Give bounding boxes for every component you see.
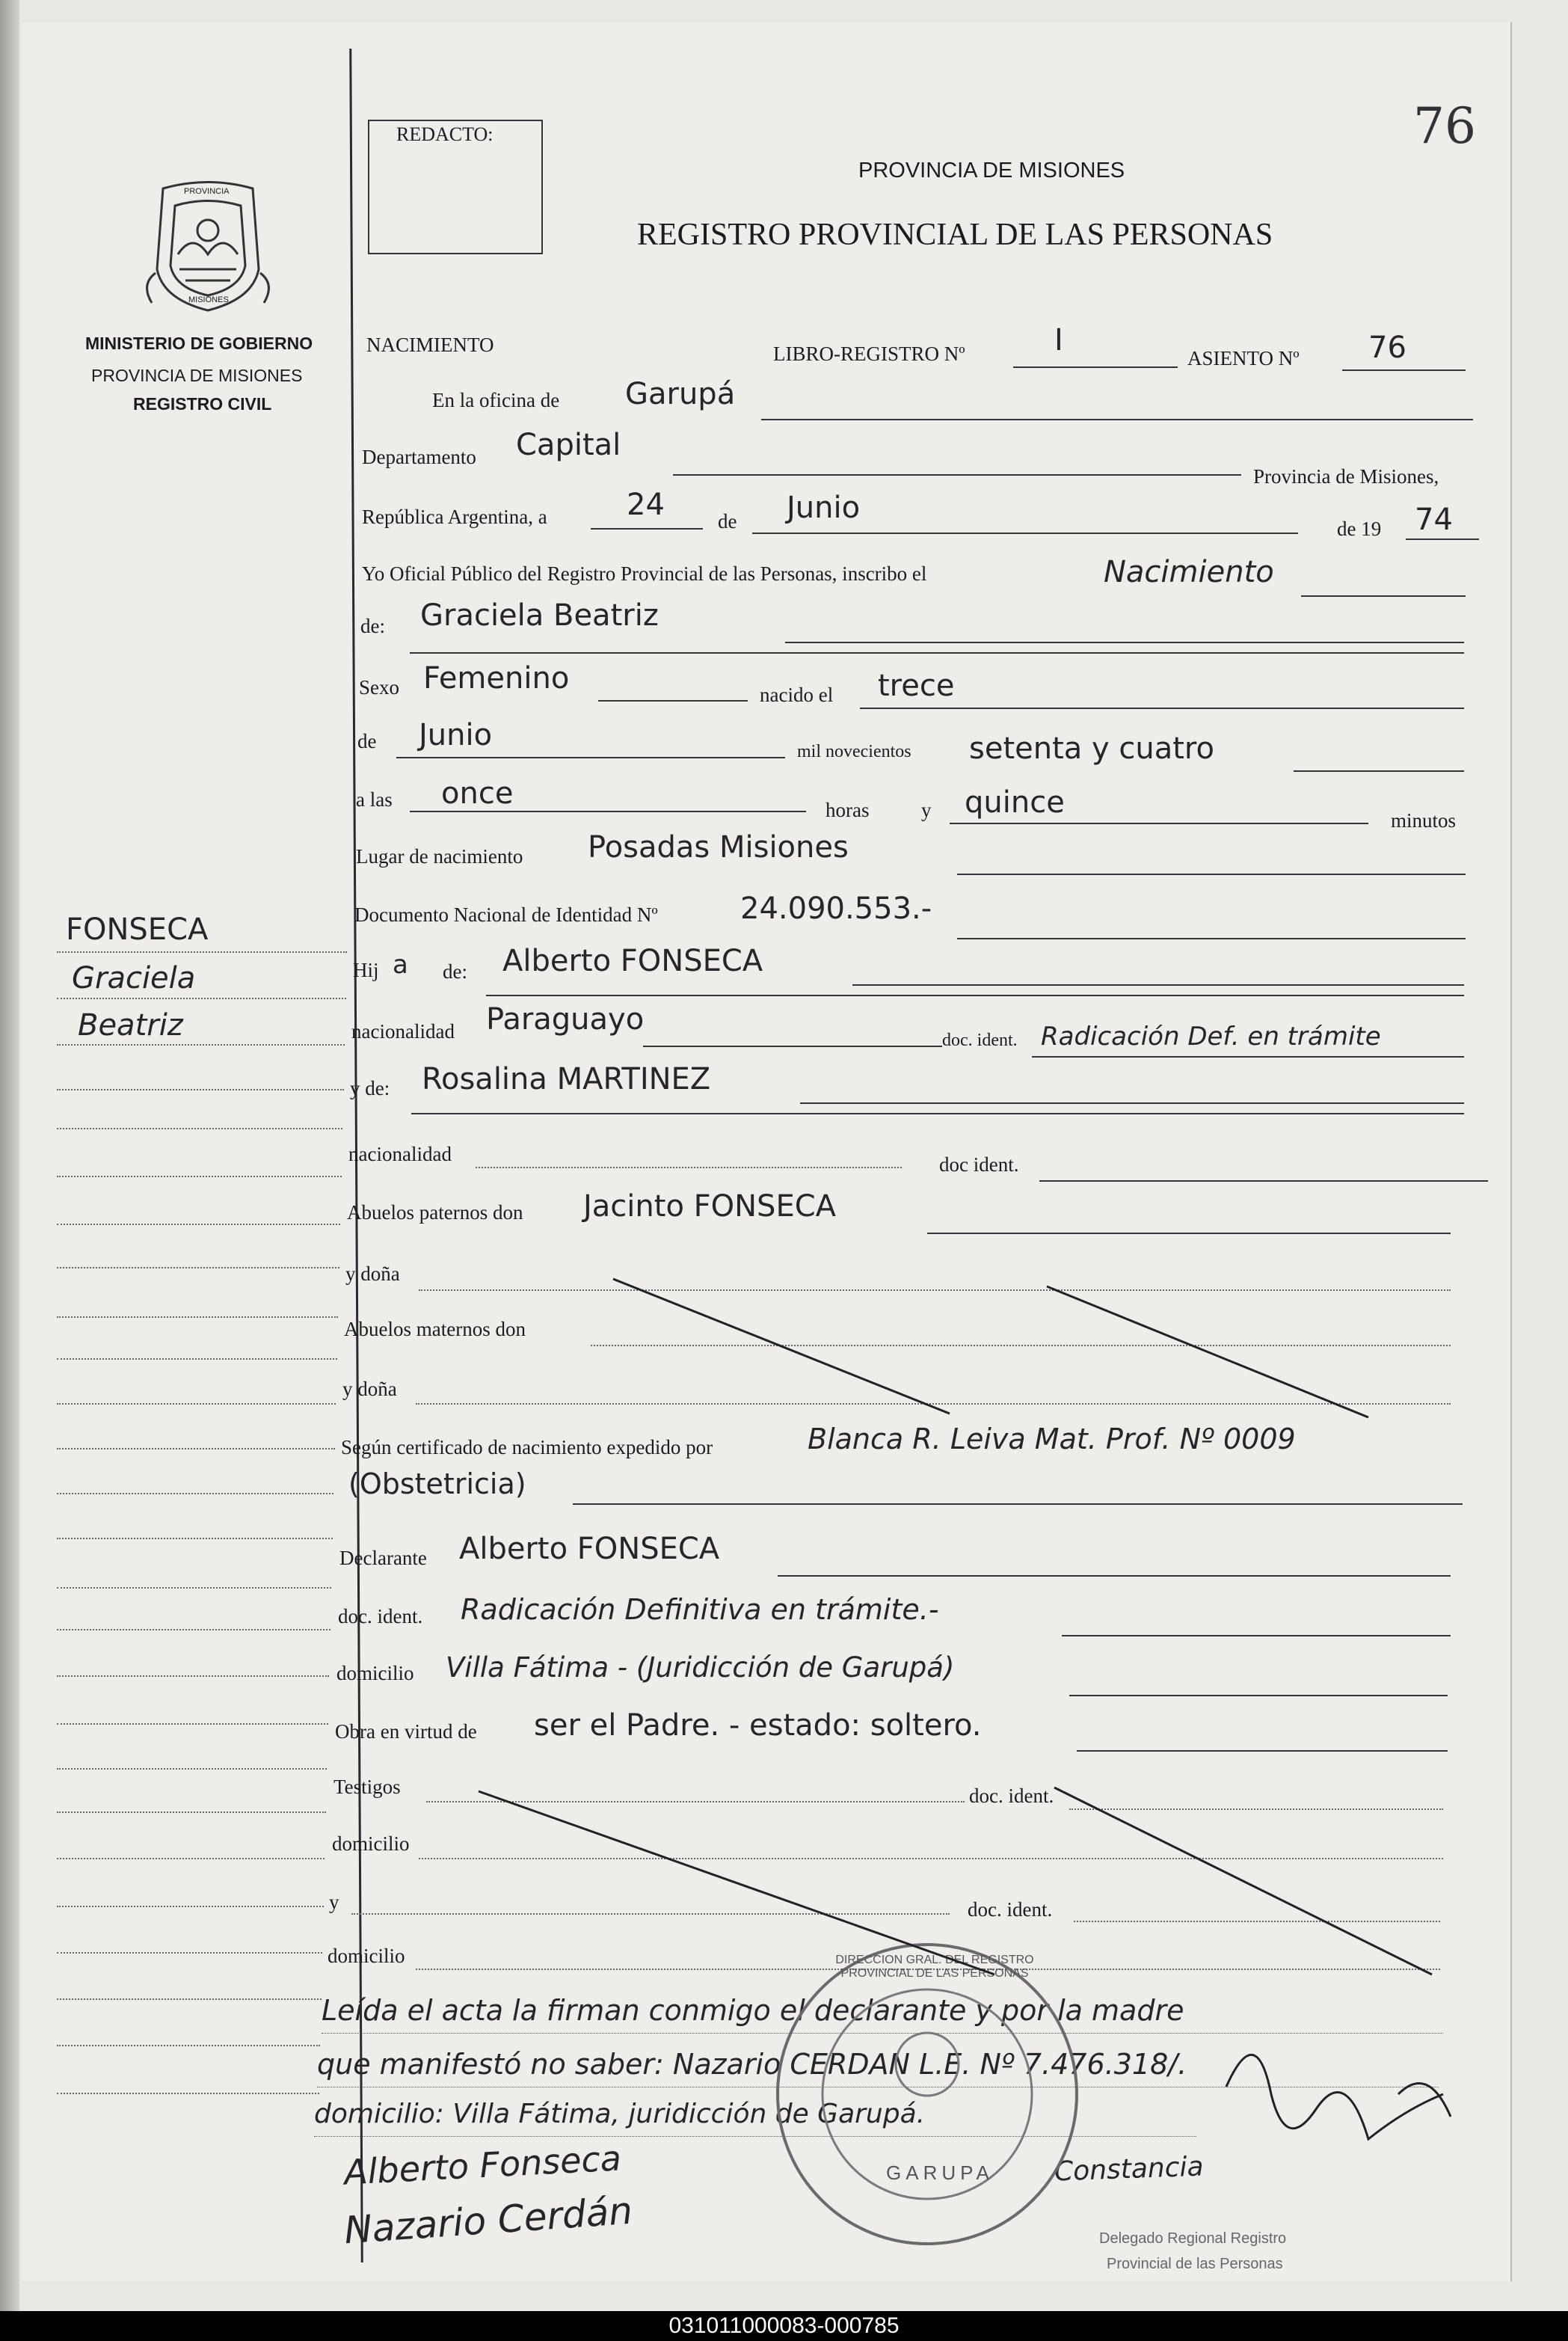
- label-doc-ident-5: doc. ident.: [968, 1898, 1053, 1921]
- label-minutos: minutos: [1391, 809, 1457, 832]
- label-de-mes-nac: de: [357, 730, 377, 752]
- value-madre: Rosalina MARTINEZ: [422, 1062, 711, 1096]
- value-lugar: Posadas Misiones: [588, 830, 849, 865]
- value-libro: I: [1054, 323, 1063, 358]
- value-dia: 24: [627, 488, 665, 522]
- signature-father: Alberto Fonseca: [342, 2138, 623, 2193]
- seal-top-text: PROVINCIA: [184, 187, 230, 196]
- value-departamento: Capital: [516, 428, 621, 462]
- label-lugar: Lugar de nacimiento: [356, 845, 523, 868]
- label-testigos: Testigos: [333, 1776, 401, 1798]
- label-segun: Según certificado de nacimiento expedido por: [341, 1436, 713, 1458]
- value-nombre: Graciela Beatriz: [420, 598, 659, 633]
- label-oficina: En la oficina de: [432, 389, 560, 411]
- label-dni: Documento Nacional de Identidad Nº: [354, 903, 658, 926]
- label-hij: Hij: [353, 959, 379, 981]
- value-certificado-2: (Obstetricia): [348, 1467, 526, 1500]
- value-doc-padre: Radicación Def. en trámite: [1041, 1022, 1381, 1052]
- label-doc-ident-2: doc ident.: [939, 1153, 1019, 1176]
- label-departamento: Departamento: [362, 446, 476, 468]
- label-libro: LIBRO-REGISTRO Nº: [773, 343, 965, 365]
- closing-line-3: domicilio: Villa Fátima, juridicción de Garupá.: [314, 2099, 926, 2129]
- label-yo-oficial: Yo Oficial Público del Registro Provincial de las Personas, inscribo el: [362, 562, 927, 585]
- left-header-ministry: MINISTERIO DE GOBIERNO: [85, 334, 313, 353]
- value-certificado: Blanca R. Leiva Mat. Prof. Nº 0009: [808, 1423, 1296, 1455]
- value-anio: 74: [1415, 503, 1453, 537]
- value-declarante: Alberto FONSECA: [459, 1532, 720, 1566]
- label-domicilio: domicilio: [336, 1662, 414, 1684]
- label-y: y: [921, 799, 932, 821]
- label-de-19: de 19: [1337, 518, 1382, 540]
- label-republica: República Argentina, a: [362, 506, 547, 528]
- label-y-testigo: y: [329, 1891, 339, 1913]
- label-nacimiento: NACIMIENTO: [366, 334, 494, 356]
- value-anio-nac: setenta y cuatro: [969, 731, 1214, 766]
- signature-official: Constancia: [1054, 2151, 1205, 2188]
- value-oficina: Garupá: [625, 377, 736, 411]
- left-header-registro: REGISTRO CIVIL: [133, 394, 272, 414]
- value-padre: Alberto FONSECA: [502, 944, 763, 978]
- value-dni: 24.090.553.-: [740, 892, 932, 926]
- value-nacido: trece: [878, 669, 955, 703]
- margin-first-name: Graciela: [72, 961, 196, 995]
- label-abuelos-maternos: Abuelos maternos don: [344, 1318, 526, 1340]
- value-mes: Junio: [787, 491, 861, 525]
- label-y-de: y de:: [350, 1077, 390, 1099]
- label-domicilio-3: domicilio: [328, 1945, 405, 1967]
- label-horas: horas: [825, 799, 870, 821]
- page-number: 76: [1413, 97, 1476, 155]
- label-y-dona: y doña: [345, 1262, 400, 1285]
- redacto-label: REDACTO:: [396, 123, 494, 145]
- closing-line-1: Leída el acta la firman conmigo el declarante y por la madre: [322, 1994, 1184, 2027]
- label-provincia: Provincia de Misiones,: [1253, 465, 1439, 488]
- label-de-mes: de: [718, 510, 737, 533]
- value-domicilio: Villa Fátima - (Juridicción de Garupá): [446, 1651, 955, 1684]
- label-doc-ident-3: doc. ident.: [338, 1605, 423, 1627]
- label-de-nombre: de:: [360, 615, 385, 637]
- footer-code: 031011000083-000785: [0, 2311, 1568, 2341]
- stamp-center-text: GARUPA: [886, 2161, 994, 2184]
- label-domicilio-2: domicilio: [332, 1832, 410, 1855]
- label-obra: Obra en virtud de: [335, 1720, 477, 1743]
- official-stamp-line-2: Provincial de las Personas: [1107, 2256, 1283, 2272]
- value-obra: ser el Padre. - estado: soltero.: [534, 1708, 982, 1743]
- value-sexo: Femenino: [423, 661, 570, 696]
- seal-bottom-text: MISIONES: [188, 295, 229, 304]
- value-hij-suffix: a: [393, 950, 408, 980]
- label-a-las: a las: [356, 788, 393, 811]
- label-de-padre: de:: [443, 960, 467, 983]
- label-abuelos-paternos: Abuelos paternos don: [347, 1201, 523, 1224]
- margin-surname: FONSECA: [66, 912, 209, 947]
- left-header-province: PROVINCIA DE MISIONES: [91, 366, 303, 385]
- value-doc-declarante: Radicación Definitiva en trámite.-: [461, 1593, 939, 1626]
- value-mes-nac: Junio: [419, 718, 493, 752]
- label-mil: mil novecientos: [797, 742, 911, 761]
- value-horas: once: [441, 776, 514, 811]
- value-asiento: 76: [1368, 331, 1406, 365]
- header-registry: REGISTRO PROVINCIAL DE LAS PERSONAS: [637, 218, 1273, 252]
- header-province: PROVINCIA DE MISIONES: [858, 159, 1125, 182]
- label-sexo: Sexo: [359, 676, 399, 699]
- value-inscribo: Nacimiento: [1104, 555, 1274, 589]
- value-minutos: quince: [965, 785, 1065, 820]
- closing-line-2: que manifestó no saber: Nazario CERDAN L.E. Nº 7.476.318/.: [317, 2048, 1187, 2081]
- label-nacido: nacido el: [760, 684, 834, 706]
- value-nacionalidad-padre: Paraguayo: [486, 1002, 645, 1037]
- label-doc-ident: doc. ident.: [942, 1031, 1018, 1050]
- label-asiento: ASIENTO Nº: [1187, 347, 1300, 369]
- signature-witness: Nazario Cerdán: [342, 2188, 634, 2253]
- label-nacionalidad-2: nacionalidad: [348, 1143, 452, 1165]
- label-declarante: Declarante: [339, 1547, 427, 1569]
- value-abuelo-paterno: Jacinto FONSECA: [583, 1189, 837, 1224]
- label-nacionalidad: nacionalidad: [351, 1020, 455, 1043]
- stamp-ring-text: DIRECCION GRAL. DEL REGISTRO PROVINCIAL DE LAS PERSONAS: [835, 1954, 1034, 1980]
- label-y-dona-2: y doña: [342, 1378, 397, 1400]
- official-stamp-line-1: Delegado Regional Registro: [1099, 2230, 1287, 2247]
- label-doc-ident-4: doc. ident.: [969, 1785, 1054, 1807]
- margin-second-name: Beatriz: [78, 1008, 183, 1043]
